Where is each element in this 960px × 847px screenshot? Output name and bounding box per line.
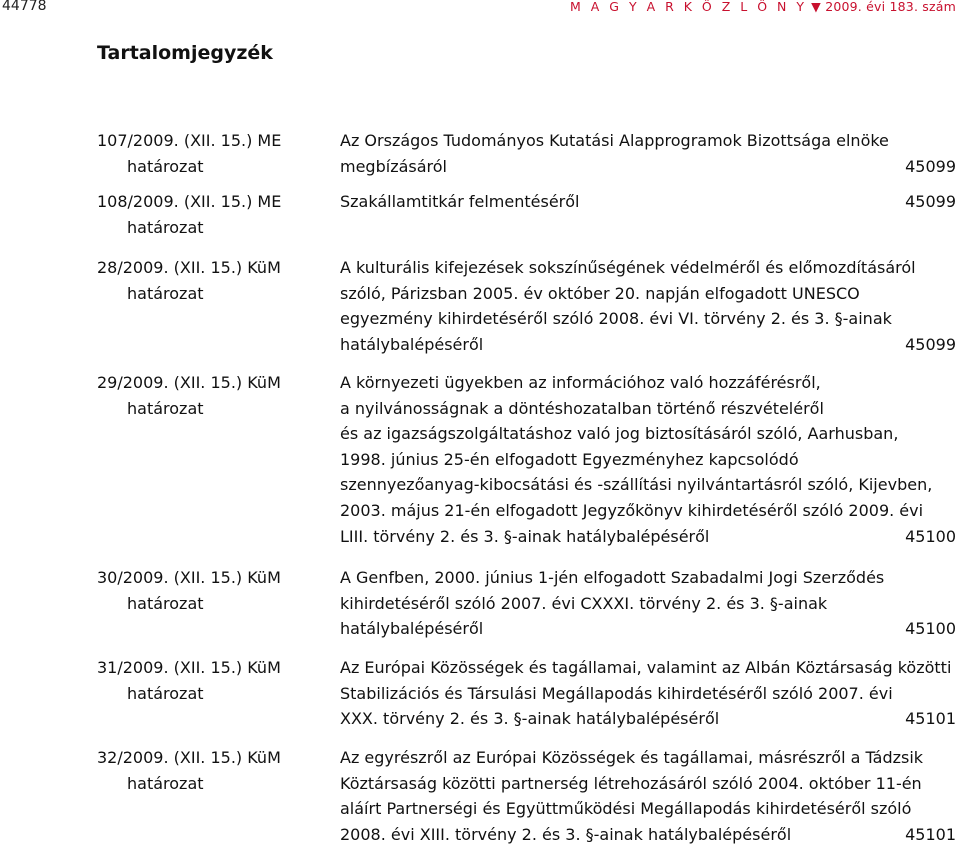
entry-description xyxy=(340,745,924,847)
entry-ref-type: határozat xyxy=(127,683,204,703)
issue-label: 2009. évi 183. szám xyxy=(825,0,956,14)
entry-line: 2008. évi XIII. törvény 2. és 3. §-ainak hatálybalépéséről xyxy=(340,824,792,844)
entry-line: szennyezőanyag-kibocsátási és -szállítási nyilvántartásról szóló, Kijevben, xyxy=(340,475,933,495)
page-header xyxy=(0,0,960,22)
running-head xyxy=(570,0,956,14)
entry-line: hatálybalépéséről xyxy=(340,619,484,639)
entry-line: A kulturális kifejezések sokszínűségének védelméről és előmozdításáról xyxy=(340,258,916,277)
entry-ref-number: 108/2009. (XII. 15.) ME xyxy=(97,192,282,211)
journal-name: M A G Y A R K Ö Z L Ö N Y xyxy=(570,0,807,14)
entry-reference xyxy=(97,745,317,796)
entry-page-number: 45099 xyxy=(905,192,956,211)
entry-reference xyxy=(97,370,317,421)
entry-line: szóló, Párizsban 2005. év október 20. napján elfogadott UNESCO xyxy=(340,283,860,303)
entry-ref-type: határozat xyxy=(127,217,204,237)
entry-reference xyxy=(97,189,317,240)
entry-line: hatálybalépéséről xyxy=(340,334,484,354)
entry-reference xyxy=(97,128,317,179)
entry-line: 1998. június 25-én elfogadott Egyezményhez kapcsolódó xyxy=(340,449,799,469)
entry-description xyxy=(340,255,916,357)
page-title: Tartalomjegyzék xyxy=(97,42,273,64)
entry-ref-number: 30/2009. (XII. 15.) KüM xyxy=(97,568,281,587)
entry-line: A Genfben, 2000. június 1-jén elfogadott Szabadalmi Jogi Szerződés xyxy=(340,568,885,587)
entry-reference xyxy=(97,565,317,616)
entry-ref-type: határozat xyxy=(127,156,204,176)
entry-ref-type: határozat xyxy=(127,398,204,418)
entry-line: Stabilizációs és Társulási Megállapodás kihirdetéséről szóló 2007. évi xyxy=(340,683,893,703)
entry-line: Szakállamtitkár felmentéséről xyxy=(340,192,580,211)
entry-line: LIII. törvény 2. és 3. §-ainak hatálybalépéséről xyxy=(340,526,710,546)
entry-line: XXX. törvény 2. és 3. §-ainak hatálybalépéséről xyxy=(340,709,720,729)
bullet-icon: ▼ xyxy=(811,0,821,14)
entry-page-number: 45099 xyxy=(905,334,956,354)
entry-ref-number: 29/2009. (XII. 15.) KüM xyxy=(97,373,281,392)
entry-line: Köztársaság közötti partnerség létrehozásáról szóló 2004. október 11-én xyxy=(340,773,922,793)
entry-ref-number: 32/2009. (XII. 15.) KüM xyxy=(97,748,281,767)
entry-line: Az Európai Közösségek és tagállamai, valamint az Albán Köztársaság közötti xyxy=(340,658,952,677)
entry-description xyxy=(340,565,885,642)
entry-line: 2003. május 21-én elfogadott Jegyzőkönyv kihirdetéséről szóló 2009. évi xyxy=(340,500,924,520)
entry-reference xyxy=(97,255,317,306)
entry-line: egyezmény kihirdetéséről szóló 2008. évi VI. törvény 2. és 3. §-ainak xyxy=(340,309,892,329)
page-number: 44778 xyxy=(2,0,47,14)
entry-page-number: 45099 xyxy=(905,156,956,176)
entry-page-number: 45101 xyxy=(905,709,956,729)
entry-line: Az egyrészről az Európai Közösségek és tagállamai, másrészről a Tádzsik xyxy=(340,748,924,767)
entry-ref-number: 28/2009. (XII. 15.) KüM xyxy=(97,258,281,277)
entry-page-number: 45100 xyxy=(905,526,956,546)
entry-line: és az igazságszolgáltatáshoz való jog biztosításáról szóló, Aarhusban, xyxy=(340,424,899,444)
entry-ref-type: határozat xyxy=(127,593,204,613)
entry-line: A környezeti ügyekben az információhoz való hozzáférésről, xyxy=(340,373,821,392)
entry-line: megbízásáról xyxy=(340,156,447,176)
entry-reference xyxy=(97,655,317,706)
entry-line: Az Országos Tudományos Kutatási Alapprogramok Bizottsága elnöke xyxy=(340,131,889,150)
entry-page-number: 45100 xyxy=(905,619,956,639)
entry-page-number: 45101 xyxy=(905,824,956,844)
entry-ref-type: határozat xyxy=(127,283,204,303)
entry-description xyxy=(340,128,889,179)
entry-ref-number: 31/2009. (XII. 15.) KüM xyxy=(97,658,281,677)
entry-description xyxy=(340,189,870,215)
entry-line: kihirdetéséről szóló 2007. évi CXXXI. törvény 2. és 3. §-ainak xyxy=(340,593,828,613)
entry-ref-number: 107/2009. (XII. 15.) ME xyxy=(97,131,282,150)
entry-line: a nyilvánosságnak a döntéshozatalban történő részvételéről xyxy=(340,398,824,418)
entry-ref-type: határozat xyxy=(127,773,204,793)
entry-line: aláírt Partnerségi és Együttműködési Megállapodás kihirdetéséről szóló xyxy=(340,799,912,819)
